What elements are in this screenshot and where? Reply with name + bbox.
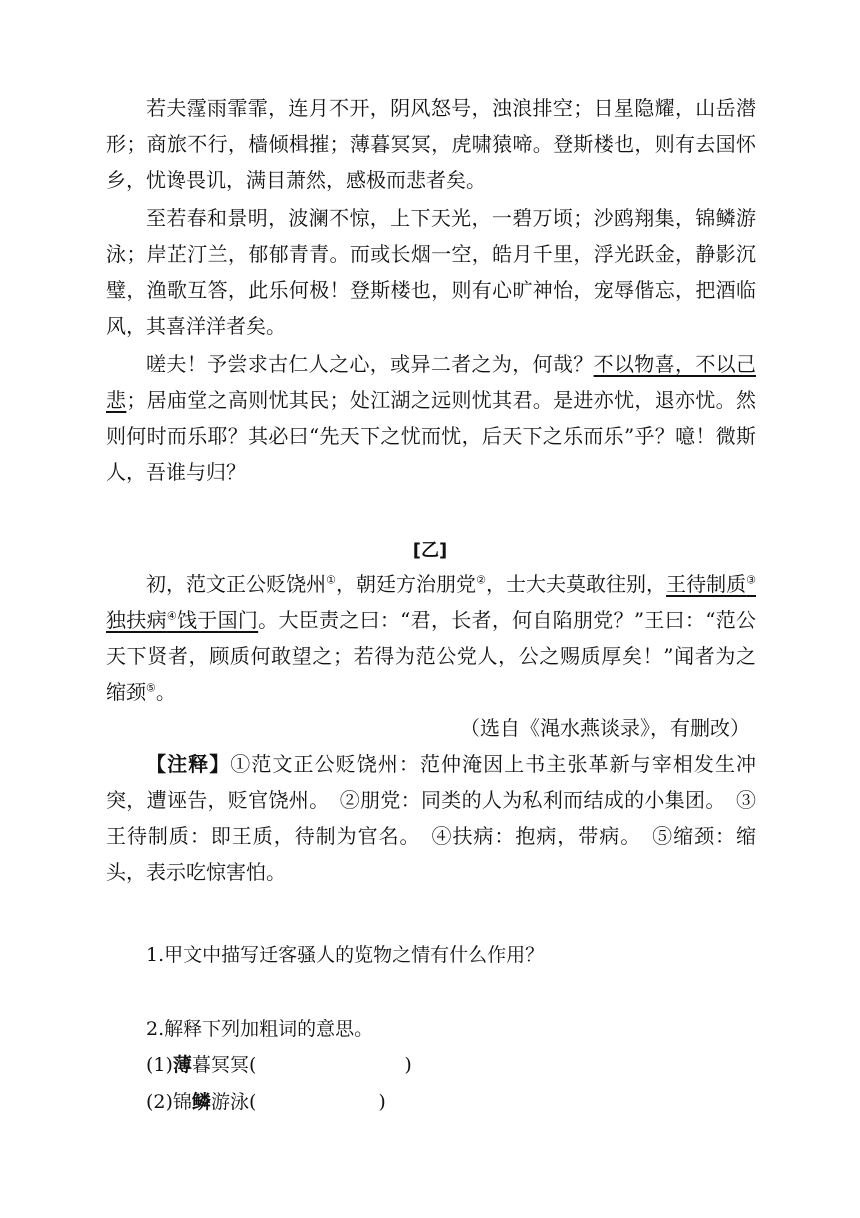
section-heading-yi: [乙] xyxy=(412,540,448,561)
jia-paragraph-2: 至若春和景明，波澜不惊，上下天光，一碧万顷；沙鸥翔集，锦鳞游泳；岸芷汀兰，郁郁青青。而或长烟一空，皓月千里，浮光跃金，静影沉璧，渔歌互答，此乐何极！登斯楼也，则有心旷神怡，宠辱偕忘，把酒临风，其喜洋洋者矣。 xyxy=(106,206,756,338)
yi-paragraph: 初，范文正公贬饶州①，朝廷方治朋党②，士大夫莫敢往别，王待制质③独扶病④饯于国门。大臣责之曰：“君，长者，何自陷朋党？”王曰：“范公天下贤者，顾质何敢望之；若得为范公党人，公之赐质厚矣！”闻者为之缩颈⑤。 xyxy=(106,572,756,704)
note-marker-4: ④ xyxy=(166,609,178,623)
note-marker-3: ③ xyxy=(746,573,756,587)
question-2: 2.解释下列加粗词的意思。 xyxy=(146,1018,374,1040)
note-marker-1: ① xyxy=(326,573,336,587)
underlined-sentence: 王待制质③独扶病④饯于国门 xyxy=(106,572,756,632)
question-2-item-1: (1)薄暮冥冥( ) xyxy=(146,1054,412,1076)
underlined-phrase: 不以物喜，不以己悲 xyxy=(106,352,757,412)
passage-yi xyxy=(106,566,756,890)
bold-word-bo: 薄 xyxy=(172,1054,192,1076)
question-2-item-2: (2)锦鳞游泳( ) xyxy=(146,1091,386,1113)
source-citation: （选自《渑水燕谈录》，有删改） xyxy=(460,716,750,740)
passage-jia xyxy=(106,90,756,490)
bold-word-lin: 鳞 xyxy=(191,1091,211,1113)
note-marker-2: ② xyxy=(476,573,486,587)
notes-label: 【注释】 xyxy=(146,752,231,776)
jia-paragraph-1: 若夫霪雨霏霏，连月不开，阴风怒号，浊浪排空；日星隐耀，山岳潜形；商旅不行，樯倾楫摧；薄暮冥冥，虎啸猿啼。登斯楼也，则有去国怀乡，忧谗畏讥，满目萧然，感极而悲者矣。 xyxy=(106,96,756,192)
annotations: 【注释】①范文正公贬饶州：范仲淹因上书主张革新与宰相发生冲突，遭诬告，贬官饶州。 ②朋党：同类的人为私利而结成的小集团。 ③王待制质：即王质，待制为官名。 ④扶病：抱病，带病。 ⑤缩颈：缩头，表示吃惊害怕。 xyxy=(106,752,757,884)
jia-paragraph-3: 嗟夫！予尝求古仁人之心，或异二者之为，何哉？不以物喜，不以己悲；居庙堂之高则忧其民；处江湖之远则忧其君。是进亦忧，退亦忧。然则何时而乐耶？其必曰“先天下之忧而忧，后天下之乐而乐”乎？噫！微斯人，吾谁与归？ xyxy=(106,352,757,484)
note-marker-5: ⑤ xyxy=(146,681,156,695)
question-1: 1.甲文中描写迁客骚人的览物之情有什么作用？ xyxy=(146,944,545,966)
